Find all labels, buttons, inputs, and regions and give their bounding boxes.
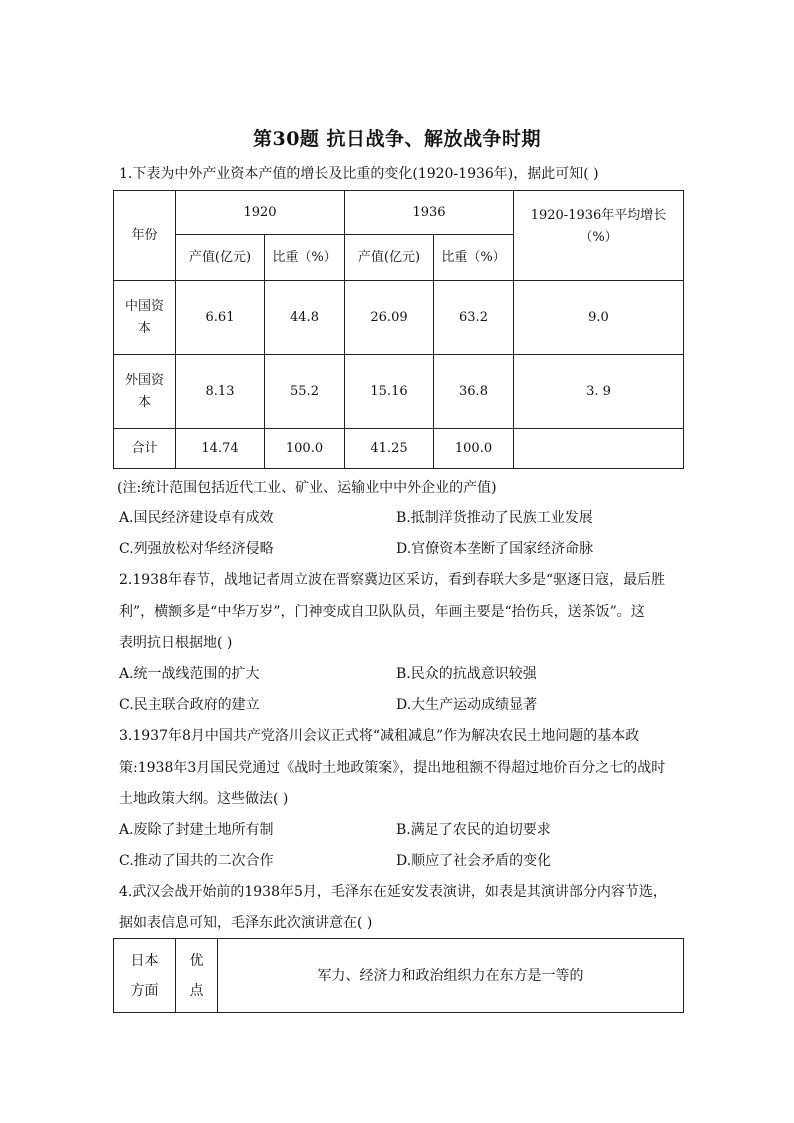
table-row (114, 429, 684, 469)
q1-stem: 1.下表为中外产业资本产值的增长及比重的变化(1920-1936年)，据此可知( ) (119, 166, 599, 182)
cell-output-1936: 26.09 (345, 281, 434, 355)
cell-share-1920: 44.8 (265, 281, 345, 355)
q3-option-b[interactable]: B.满足了农民的迫切要求 (396, 822, 551, 838)
cell-growth: 9.0 (514, 281, 684, 355)
q1-note: (注:统计范围包括近代工业、矿业、运输业中中外企业的产值) (117, 480, 497, 496)
q2-stem-line3: 表明抗日根据地( ) (119, 635, 233, 651)
q4-stem-line1: 4.武汉会战开始前的1938年5月，毛泽东在延安发表演讲，如表是其演讲部分内容节选， (119, 884, 667, 900)
q1-option-d[interactable]: D.官僚资本垄断了国家经济命脉 (396, 541, 594, 557)
row-label: 合计 (114, 429, 176, 469)
header-avg-growth: 1920-1936年平均增长（%） (514, 191, 684, 281)
q3-option-a[interactable]: A.废除了封建土地所有制 (119, 822, 274, 838)
header-1936: 1936 (345, 191, 514, 235)
q3-option-d[interactable]: D.顺应了社会矛盾的变化 (396, 853, 552, 869)
q2-option-d[interactable]: D.大生产运动成绩显著 (396, 697, 538, 713)
header-output-1920: 产值(亿元) (176, 235, 265, 281)
q1-table (113, 190, 684, 469)
cell-share-1920: 100.0 (265, 429, 345, 469)
q4-stem-line2: 据如表信息可知，毛泽东此次演讲意在( ) (119, 915, 373, 931)
header-1920: 1920 (176, 191, 345, 235)
header-year: 年份 (114, 191, 176, 281)
cell-growth: 3. 9 (514, 355, 684, 429)
q2-option-c[interactable]: C.民主联合政府的建立 (119, 697, 260, 713)
table-row (114, 281, 684, 355)
header-share-1920: 比重（%） (265, 235, 345, 281)
cell-share-1936: 100.0 (434, 429, 514, 469)
q2-stem-line2: 利”，横额多是“中华万岁”，门神变成自卫队队员，年画主要是“抬伤兵，送茶饭”。这 (119, 604, 645, 620)
header-share-1936: 比重（%） (434, 235, 514, 281)
q1-option-b[interactable]: B.抵制洋货推动了民族工业发展 (396, 510, 593, 526)
q3-stem-line2: 策:1938年3月国民党通过《战时土地政策案》，提出地租额不得超过地价百分之七的战时 (119, 760, 666, 776)
cell-output-1936: 41.25 (345, 429, 434, 469)
cell-output-1920: 14.74 (176, 429, 265, 469)
q3-option-c[interactable]: C.推动了国共的二次合作 (119, 853, 274, 869)
q4-content-cell: 军力、经济力和政治组织力在东方是一等的 (218, 939, 684, 1013)
cell-output-1936: 15.16 (345, 355, 434, 429)
q4-table (113, 938, 684, 1013)
cell-share-1920: 55.2 (265, 355, 345, 429)
q2-stem-line1: 2.1938年春节，战地记者周立波在晋察冀边区采访，看到春联大多是“驱逐日寇，最后胜 (119, 572, 666, 588)
q2-option-b[interactable]: B.民众的抗战意识较强 (396, 666, 537, 682)
table-row (114, 355, 684, 429)
row-label: 外国资本 (114, 355, 176, 429)
cell-share-1936: 36.8 (434, 355, 514, 429)
q2-option-a[interactable]: A.统一战线范围的扩大 (119, 666, 260, 682)
page-title: 第30题 抗日战争、解放战争时期 (252, 128, 542, 150)
table-row (114, 939, 684, 1013)
q3-stem-line1: 3.1937年8月中国共产党洛川会议正式将“减租减息”作为解决农民土地问题的基本政 (119, 728, 640, 744)
cell-share-1936: 63.2 (434, 281, 514, 355)
cell-growth (514, 429, 684, 469)
q4-side-cell: 日本方面 (114, 939, 176, 1013)
cell-output-1920: 6.61 (176, 281, 265, 355)
q3-stem-line3: 土地政策大纲。这些做法( ) (119, 791, 289, 807)
row-label: 中国资本 (114, 281, 176, 355)
cell-output-1920: 8.13 (176, 355, 265, 429)
q1-option-a[interactable]: A.国民经济建设卓有成效 (119, 510, 274, 526)
q4-kind-cell: 优点 (176, 939, 218, 1013)
header-output-1936: 产值(亿元) (345, 235, 434, 281)
q1-option-c[interactable]: C.列强放松对华经济侵略 (119, 541, 274, 557)
